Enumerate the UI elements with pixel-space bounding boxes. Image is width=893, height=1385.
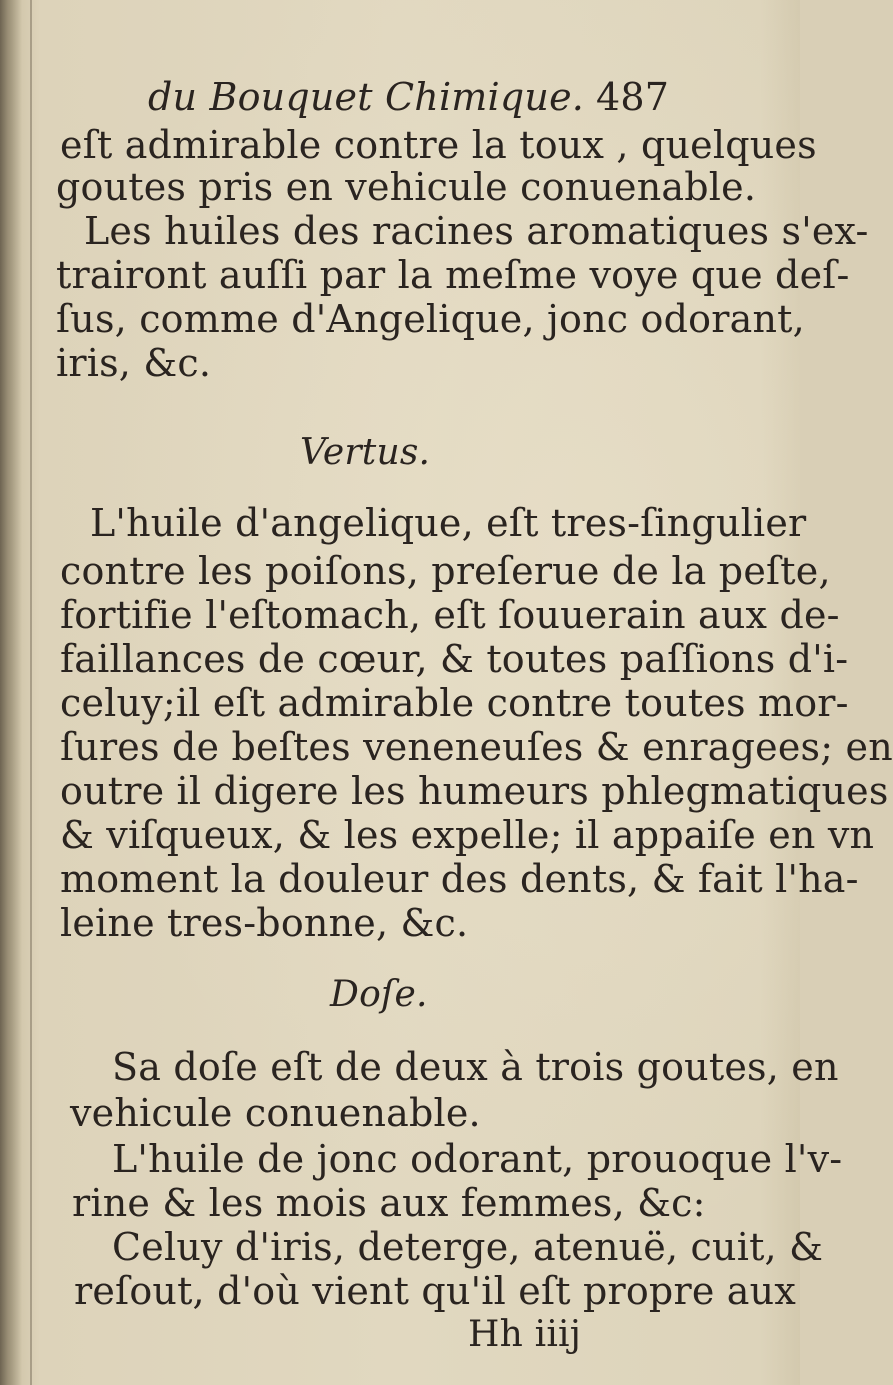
text-line: Les huiles des racines aromatiques s'ex-	[84, 209, 869, 253]
text-line: eſt admirable contre la toux , quelques	[60, 123, 817, 167]
text-line: Celuy d'iris, deterge, atenuë, cuit, &	[112, 1225, 824, 1269]
text-line: & viſqueux, & les expelle; il appaiſe en vn	[60, 813, 875, 857]
text-line: goutes pris en vehicule conuenable.	[56, 165, 757, 209]
binding-gutter	[0, 0, 22, 1385]
text-line: trairont auſſi par la meſme voye que deſ-	[56, 253, 850, 297]
section-heading-dose: Doſe.	[330, 974, 428, 1015]
running-title: du Bouquet Chimique.	[148, 75, 585, 119]
text-line: Sa doſe eſt de deux à trois goutes, en	[112, 1045, 839, 1089]
text-line: iris, &c.	[56, 341, 212, 385]
text-line: fortifie l'eſtomach, eſt ſouuerain aux de-	[60, 593, 840, 637]
text-line: L'huile de jonc odorant, prouoque l'v-	[112, 1137, 843, 1181]
text-line: vehicule conuenable.	[70, 1091, 481, 1135]
text-line: ſus, comme d'Angelique, jonc odorant,	[56, 297, 805, 341]
text-line: leine tres-bonne, &c.	[60, 901, 469, 945]
text-line: contre les poiſons, preſerue de la peſte,	[60, 549, 831, 593]
gutter-shadow-line	[30, 0, 32, 1385]
text-line: ſures de beſtes veneneuſes & enragees; en	[60, 725, 893, 769]
signature-mark: Hh iiij	[468, 1314, 582, 1355]
text-line: faillances de cœur, & toutes paſſions d'i-	[60, 637, 849, 681]
text-line: celuy;il eſt admirable contre toutes mor-	[60, 681, 849, 725]
section-heading-vertus: Vertus.	[300, 432, 431, 473]
text-line: outre il digere les humeurs phlegmatiques	[60, 769, 889, 813]
page-number: 487	[596, 75, 670, 119]
text-line: moment la douleur des dents, & fait l'ha-	[60, 857, 859, 901]
text-line: rine & les mois aux femmes, &c:	[72, 1181, 706, 1225]
text-line: L'huile d'angelique, eſt tres-ſingulier	[90, 501, 807, 545]
text-line: reſout, d'où vient qu'il eſt propre aux	[74, 1269, 796, 1313]
